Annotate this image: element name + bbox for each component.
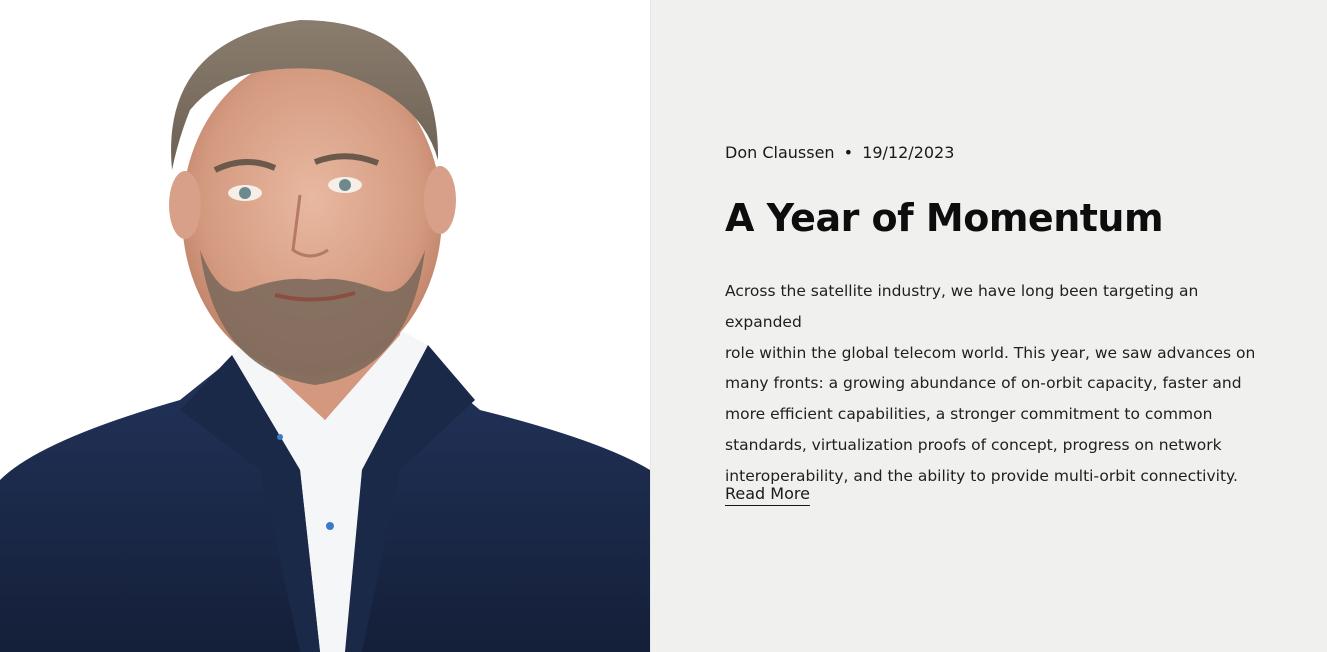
excerpt-line: interoperability, and the ability to provide multi-orbit connectivity.: [725, 466, 1238, 485]
excerpt-line: standards, virtualization proofs of concept, progress on network: [725, 435, 1222, 454]
author-name[interactable]: Don Claussen: [725, 143, 835, 162]
article-excerpt: [725, 276, 1270, 492]
read-more-link[interactable]: Read More: [725, 484, 810, 506]
article-meta: [725, 143, 954, 162]
excerpt-line: role within the global telecom world. This year, we saw advances on: [725, 343, 1256, 362]
excerpt-line: many fronts: a growing abundance of on-orbit capacity, faster and: [725, 374, 1242, 393]
excerpt-line: Across the satellite industry, we have long been targeting an expanded: [725, 282, 1199, 331]
author-portrait-illustration: [0, 0, 650, 652]
article-title: A Year of Momentum: [725, 196, 1164, 240]
meta-separator: •: [843, 143, 854, 162]
excerpt-line: more efficient capabilities, a stronger commitment to common: [725, 405, 1213, 424]
publish-date: 19/12/2023: [862, 143, 955, 162]
author-photo: [0, 0, 651, 652]
